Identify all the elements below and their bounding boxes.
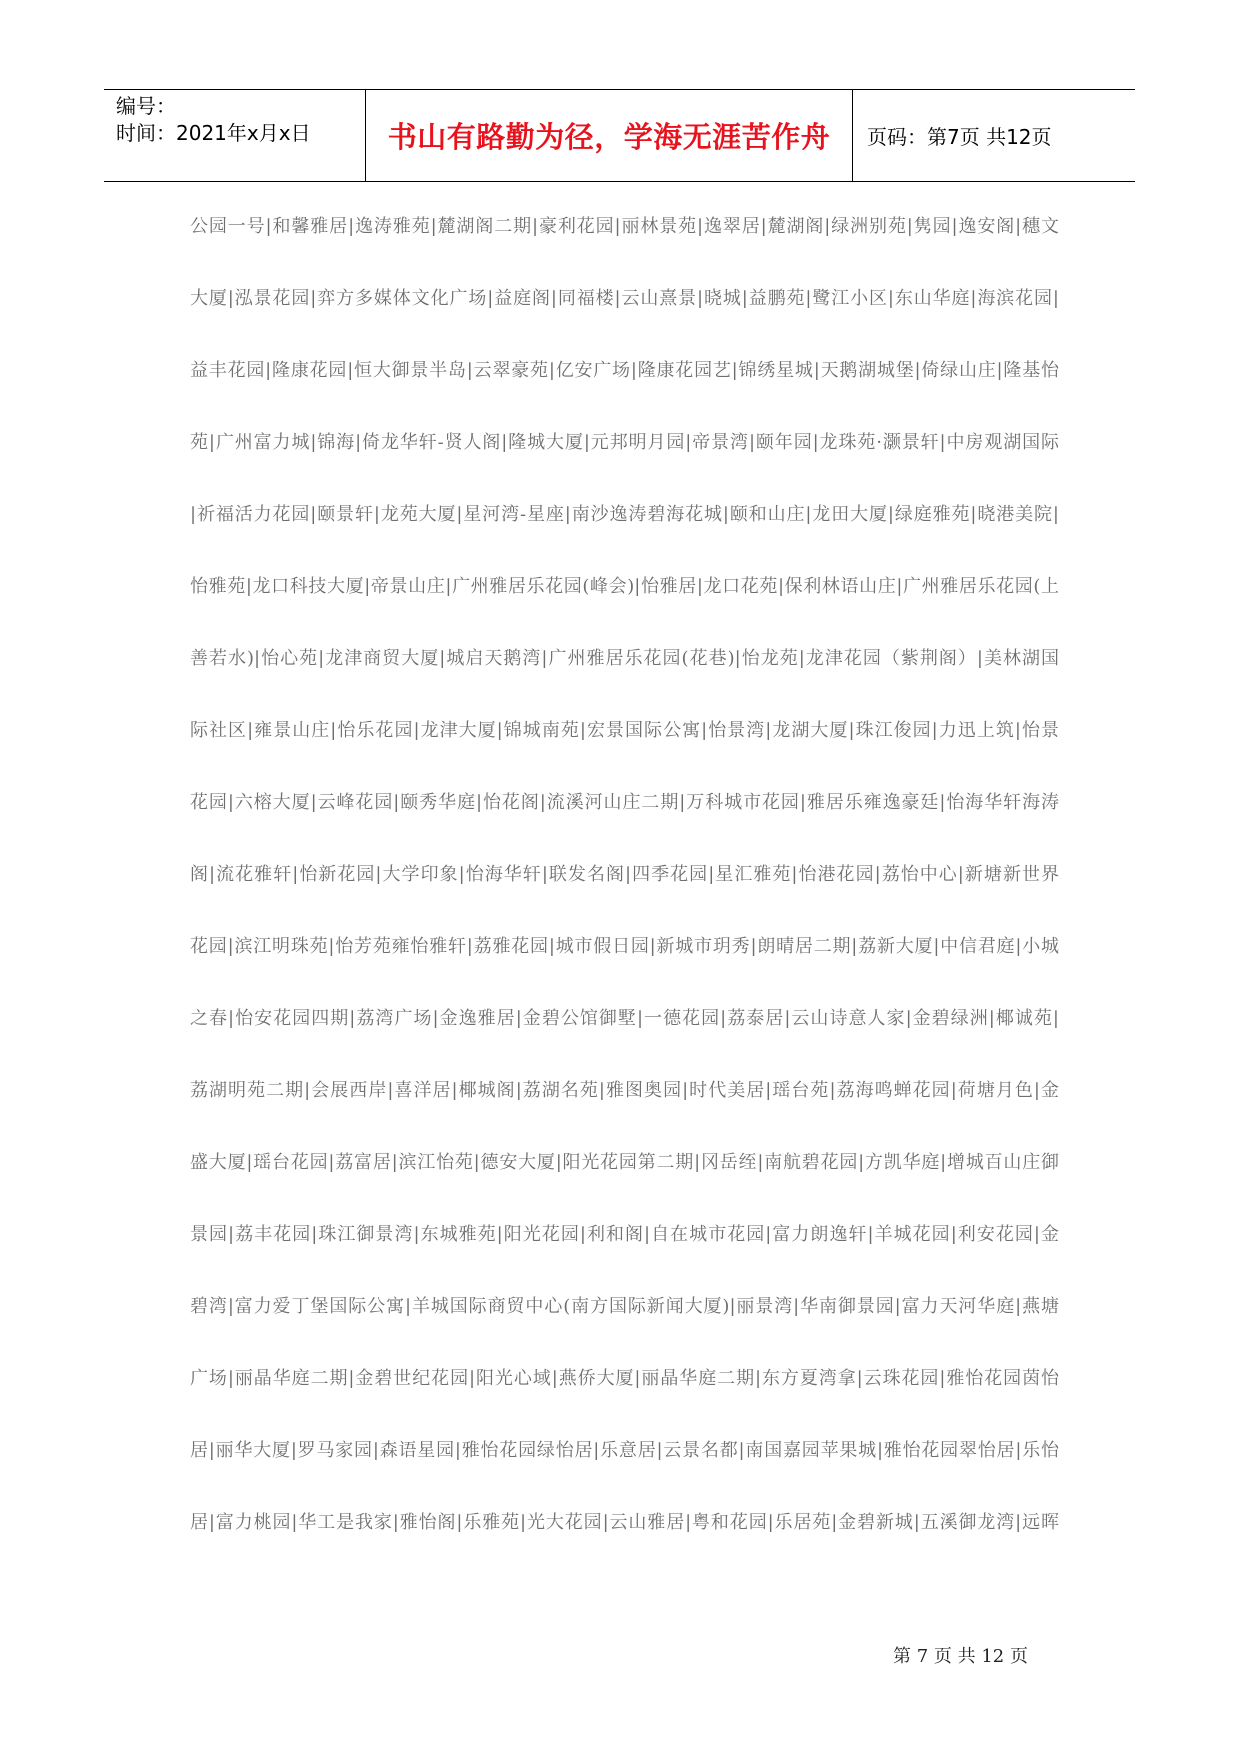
body-line: 荔湖明苑二期|会展西岸|喜洋居|椰城阁|荔湖名苑|雅图奥园|时代美居|瑶台苑|荔海鸣蝉花园|荷塘月色|金 bbox=[190, 1080, 1059, 1101]
body-line: 际社区|雍景山庄|怡乐花园|龙津大厦|锦城南苑|宏景国际公寓|怡景湾|龙湖大厦|珠江俊园|力迅上筑|怡景 bbox=[190, 720, 1059, 741]
header-page-label: 页码：第7页 共12页 bbox=[867, 125, 1052, 149]
body-line: 花园|六榕大厦|云峰花园|颐秀华庭|怡花阁|流溪河山庄二期|万科城市花园|雅居乐雍逸豪廷|怡海华轩海涛 bbox=[190, 792, 1059, 813]
body-line: 怡雅苑|龙口科技大厦|帝景山庄|广州雅居乐花园(峰会)|怡雅居|龙口花苑|保利林语山庄|广州雅居乐花园(上 bbox=[190, 576, 1059, 597]
body-line: 善若水)|怡心苑|龙津商贸大厦|城启天鹅湾|广州雅居乐花园(花巷)|怡龙苑|龙津花园（紫荆阁）|美林湖国 bbox=[190, 648, 1059, 669]
document-number-label: 编号： bbox=[116, 94, 176, 118]
body-line: |祈福活力花园|颐景轩|龙苑大厦|星河湾-星座|南沙逸涛碧海花城|颐和山庄|龙田大厦|绿庭雅苑|晓港美院| bbox=[190, 504, 1059, 525]
body-line: 益丰花园|隆康花园|恒大御景半岛|云翠豪苑|亿安广场|隆康花园艺|锦绣星城|天鹅湖城堡|倚绿山庄|隆基怡 bbox=[190, 360, 1059, 381]
body-line: 苑|广州富力城|锦海|倚龙华轩-贤人阁|隆城大厦|元邦明月园|帝景湾|颐年园|龙珠苑·灏景轩|中房观湖国际 bbox=[190, 432, 1059, 453]
body-line: 公园一号|和馨雅居|逸涛雅苑|麓湖阁二期|豪利花园|丽林景苑|逸翠居|麓湖阁|绿洲别苑|隽园|逸安阁|穗文 bbox=[190, 216, 1059, 237]
body-line: 景园|荔丰花园|珠江御景湾|东城雅苑|阳光花园|利和阁|自在城市花园|富力朗逸轩|羊城花园|利安花园|金 bbox=[190, 1224, 1059, 1245]
body-line: 之春|怡安花园四期|荔湾广场|金逸雅居|金碧公馆御墅|一德花园|荔泰居|云山诗意人家|金碧绿洲|椰诚苑| bbox=[190, 1008, 1059, 1029]
body-line: 碧湾|富力爱丁堡国际公寓|羊城国际商贸中心(南方国际新闻大厦)|丽景湾|华南御景园|富力天河华庭|燕塘 bbox=[190, 1296, 1059, 1317]
body-text bbox=[190, 215, 1059, 1583]
document-header bbox=[104, 89, 1135, 182]
document-time-label: 时间：2021年x月x日 bbox=[116, 121, 311, 145]
body-line: 盛大厦|瑶台花园|荔富居|滨江怡苑|德安大厦|阳光花园第二期|冈岳绖|南航碧花园|方凯华庭|增城百山庄御 bbox=[190, 1152, 1059, 1173]
body-line: 阁|流花雅轩|怡新花园|大学印象|怡海华轩|联发名阁|四季花园|星汇雅苑|怡港花园|荔怡中心|新塘新世界 bbox=[190, 864, 1059, 885]
header-motto: 书山有路勤为径，学海无涯苦作舟 bbox=[387, 120, 831, 154]
body-line: 居|丽华大厦|罗马家园|森语星园|雅怡花园绿怡居|乐意居|云景名都|南国嘉园苹果城|雅怡花园翠怡居|乐怡 bbox=[190, 1440, 1059, 1461]
page-footer: 第 7 页 共 12 页 bbox=[893, 1646, 1028, 1667]
header-meta bbox=[104, 90, 366, 181]
body-line: 花园|滨江明珠苑|怡芳苑雍怡雅轩|荔雅花园|城市假日园|新城市玥秀|朗晴居二期|荔新大厦|中信君庭|小城 bbox=[190, 936, 1059, 957]
body-line: 广场|丽晶华庭二期|金碧世纪花园|阳光心域|燕侨大厦|丽晶华庭二期|东方夏湾拿|云珠花园|雅怡花园茵怡 bbox=[190, 1368, 1059, 1389]
body-line: 居|富力桃园|华工是我家|雅怡阁|乐雅苑|光大花园|云山雅居|粤和花园|乐居苑|金碧新城|五溪御龙湾|远晖 bbox=[190, 1512, 1059, 1533]
header-motto-cell bbox=[366, 90, 853, 181]
body-line: 大厦|泓景花园|弈方多媒体文化广场|益庭阁|同福楼|云山熹景|晓城|益鹏苑|鹭江小区|东山华庭|海滨花园| bbox=[190, 288, 1059, 309]
